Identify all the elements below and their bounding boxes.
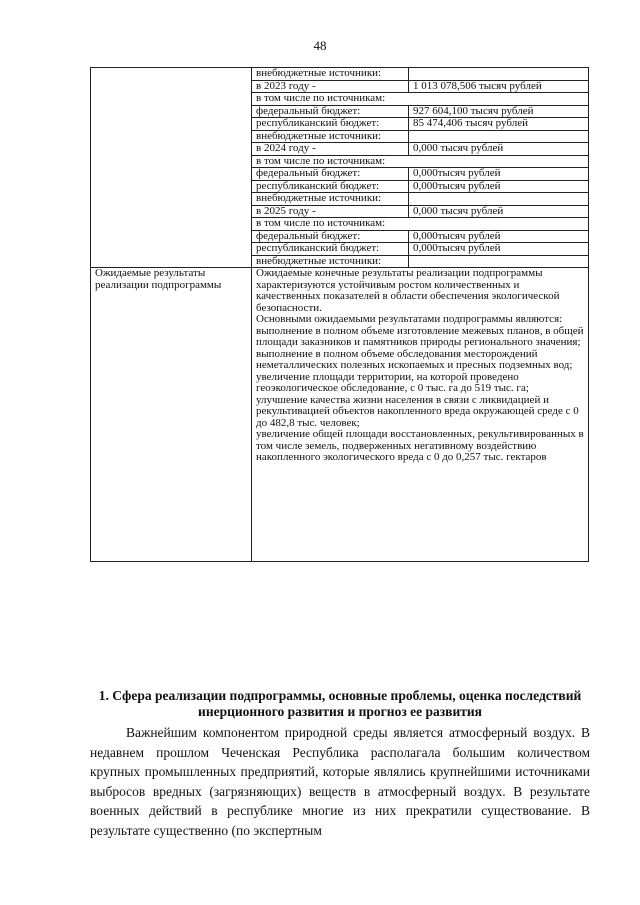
- finance-label: внебюджетные источники:: [252, 255, 409, 268]
- finance-label: федеральный бюджет:: [252, 230, 409, 243]
- expected-results-body: Ожидаемые конечные результаты реализации подпрограммы характеризуются устойчивым ростом количественных и качественных показателей в области обеспечения экологической безопасности. Основными ожидаемыми результатами подпрограммы являются: выполнение в полном объеме изготовление межевых планов, в общей площади заказников и памятников природы регионального значения; выполнение в полном объеме обследования месторождений неметаллических полезных ископаемых и пресных подземных вод; увеличение площади территории, на которой проведено геоэкологическое обследование, с 0 тыс. га до 519 тыс. га; улучшение качества жизни населения в связи с ликвидацией и рекультивацией объектов накопленного вреда окружающей среде с 0 до 482,8 тыс. человек; увеличение общей площади восстановленных, рекультивированных в том числе земель, подверженных негативному воздействию накопленного экологического вреда с 0 до 0,257 тыс. гектаров: [252, 268, 589, 562]
- finance-value: 0,000тысяч рублей: [409, 243, 589, 256]
- finance-label: в том числе по источникам:: [252, 218, 589, 231]
- finance-value: 0,000 тысяч рублей: [409, 143, 589, 156]
- finance-label: в 2024 году -: [252, 143, 409, 156]
- finance-value: 0,000тысяч рублей: [409, 168, 589, 181]
- finance-label: в том числе по источникам:: [252, 93, 589, 106]
- empty-left-cell: [91, 68, 252, 268]
- finance-label: в 2023 году -: [252, 80, 409, 93]
- finance-value: [409, 193, 589, 206]
- finance-label: внебюджетные источники:: [252, 193, 409, 206]
- section-heading: 1. Сфера реализации подпрограммы, основные проблемы, оценка последствий инерционного развития и прогноз ее развития: [98, 688, 582, 719]
- finance-value: 0,000 тысяч рублей: [409, 205, 589, 218]
- finance-value: 85 474,406 тысяч рублей: [409, 118, 589, 131]
- finance-label: в том числе по источникам:: [252, 155, 589, 168]
- finance-label: внебюджетные источники:: [252, 130, 409, 143]
- finance-value: 0,000тысяч рублей: [409, 180, 589, 193]
- finance-label: федеральный бюджет:: [252, 168, 409, 181]
- finance-value: 927 604,100 тысяч рублей: [409, 105, 589, 118]
- finance-value: 1 013 078,506 тысяч рублей: [409, 80, 589, 93]
- finance-label: республиканский бюджет:: [252, 243, 409, 256]
- expected-results-title: Ожидаемые результаты реализации подпрограммы: [91, 268, 252, 562]
- finance-label: федеральный бюджет:: [252, 105, 409, 118]
- finance-label: внебюджетные источники:: [252, 68, 409, 81]
- finance-value: [409, 255, 589, 268]
- finance-label: республиканский бюджет:: [252, 180, 409, 193]
- finance-label: республиканский бюджет:: [252, 118, 409, 131]
- page-number: 48: [313, 38, 327, 53]
- body-paragraph: Важнейшим компонентом природной среды является атмосферный воздух. В недавнем прошлом Чеченская Республика располагала большим количеством крупных промышленных предприятий, которые являлись крупнейшими источниками выбросов вредных (загрязняющих) веществ в атмосферный воздух. В результате военных действий в республике многие из них прекратили существование. В результате существенно (по экспертным: [90, 725, 590, 838]
- finance-label: в 2025 году -: [252, 205, 409, 218]
- finance-value: 0,000тысяч рублей: [409, 230, 589, 243]
- subprogram-passport-table: [90, 67, 589, 562]
- finance-value: [409, 130, 589, 143]
- finance-value: [409, 68, 589, 81]
